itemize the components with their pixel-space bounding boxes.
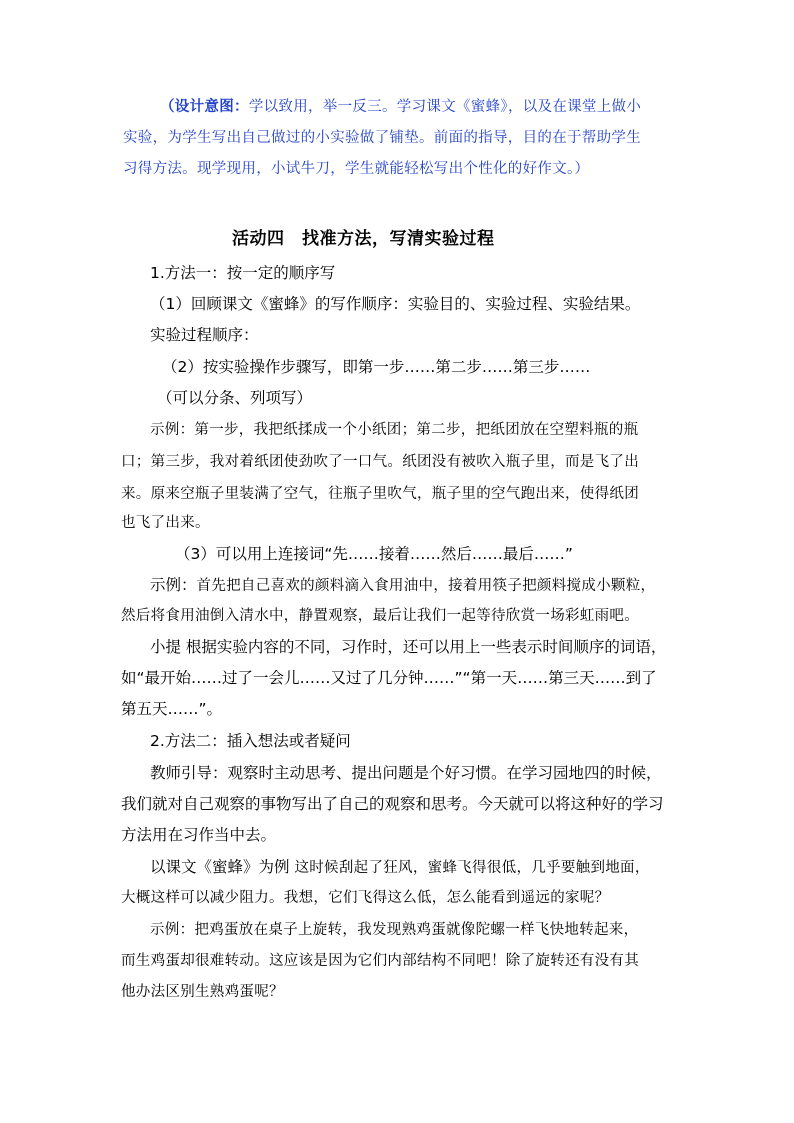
design-intent-line-3: 习得方法。现学现用，小试牛刀，学生就能轻松写出个性化的好作文。） [123,161,590,177]
textbook-line-2: 大概这样可以减少阻力。我想，它们飞得这么低，怎么能看到遥远的家呢？ [121,890,610,906]
activity-title: 活动四 找准方法，写清实验过程 [232,229,495,249]
example3-line-3: 他办法区别生熟鸡蛋呢？ [121,984,284,1000]
design-intent-line-1 [160,97,641,117]
tip-line-2: 如“最开始……过了一会儿……又过了几分钟……”“第一天……第三天……到了 [121,669,657,687]
example1-line-3: 来。原来空瓶子里装满了空气，往瓶子里吹气，瓶子里的空气跑出来，使得纸团 [121,486,639,502]
example1-line-2: 口；第三步，我对着纸团使劲吹了一口气。纸团没有被吹入瓶子里，而是飞了出 [121,454,639,470]
textbook-line-1 [150,857,650,878]
example3-line-2: 而生鸡蛋却很难转动。这应该是因为它们内部结构不同吧！除了旋转还有没有其 [121,953,639,969]
example3-line-1: 示例：把鸡蛋放在桌子上旋转，我发现熟鸡蛋就像陀螺一样飞快地转起来， [150,922,639,938]
method1-process-label: 实验过程顺序： [150,326,259,344]
textbook-text-1: 这时候刮起了狂风，蜜蜂飞得很低，几乎要触到地面， [294,860,650,876]
method1-item1: （1）回顾课文《蜜蜂》的写作顺序：实验目的、实验过程、实验结果。 [150,295,641,313]
tip-line-1: 小提 根据实验内容的不同，习作时，还可以用上一些表示时间顺序的词语， [150,638,667,656]
example2-line-2: 然后将食用油倒入清水中，静置观察，最后让我们一起等待欣赏一场彩虹雨吧。 [121,608,639,624]
method1-item2: （2）按实验操作步骤写，即第一步……第二步……第三步…… [162,358,591,376]
textbook-label: 以课文《蜜蜂》为例 [150,858,290,876]
guide-line-3: 方法用在习作当中去。 [121,826,277,844]
guide-line-1: 教师引导：观察时主动思考、提出问题是个好习惯。在学习园地四的时候， [150,764,662,782]
example1-line-1: 示例：第一步，我把纸揉成一个小纸团；第二步，把纸团放在空塑料瓶的瓶 [150,422,639,438]
example2-line-1 [150,575,655,596]
method1-item3: （3）可以用上连接词“先……接着……然后……最后……” [175,545,573,563]
method1-heading: 1.方法一：按一定的顺序写 [150,264,336,282]
example2-label: 示例： [150,576,197,594]
example1-line-4: 也飞了出来。 [121,515,210,531]
guide-line-2: 我们就对自己观察的事物写出了自己的观察和思考。今天就可以将这种好的学习 [121,795,664,813]
tip-line-3: 第五天……”。 [121,700,223,718]
method1-item2-note: （可以分条、列项写） [157,389,313,407]
example2-text-1: 首先把自己喜欢的颜料滴入食用油中，接着用筷子把颜料搅成小颗粒， [196,578,656,594]
method2-heading: 2.方法二：插入想法或者疑问 [150,732,351,750]
design-intent-label: （设计意图： [160,98,249,115]
design-intent-text-1: 学以致用，举一反三。学习课文《蜜蜂》，以及在课堂上做小 [248,99,642,115]
design-intent-line-2: 实验，为学生写出自己做过的小实验做了铺垫。前面的指导，目的在于帮助学生 [123,130,641,146]
